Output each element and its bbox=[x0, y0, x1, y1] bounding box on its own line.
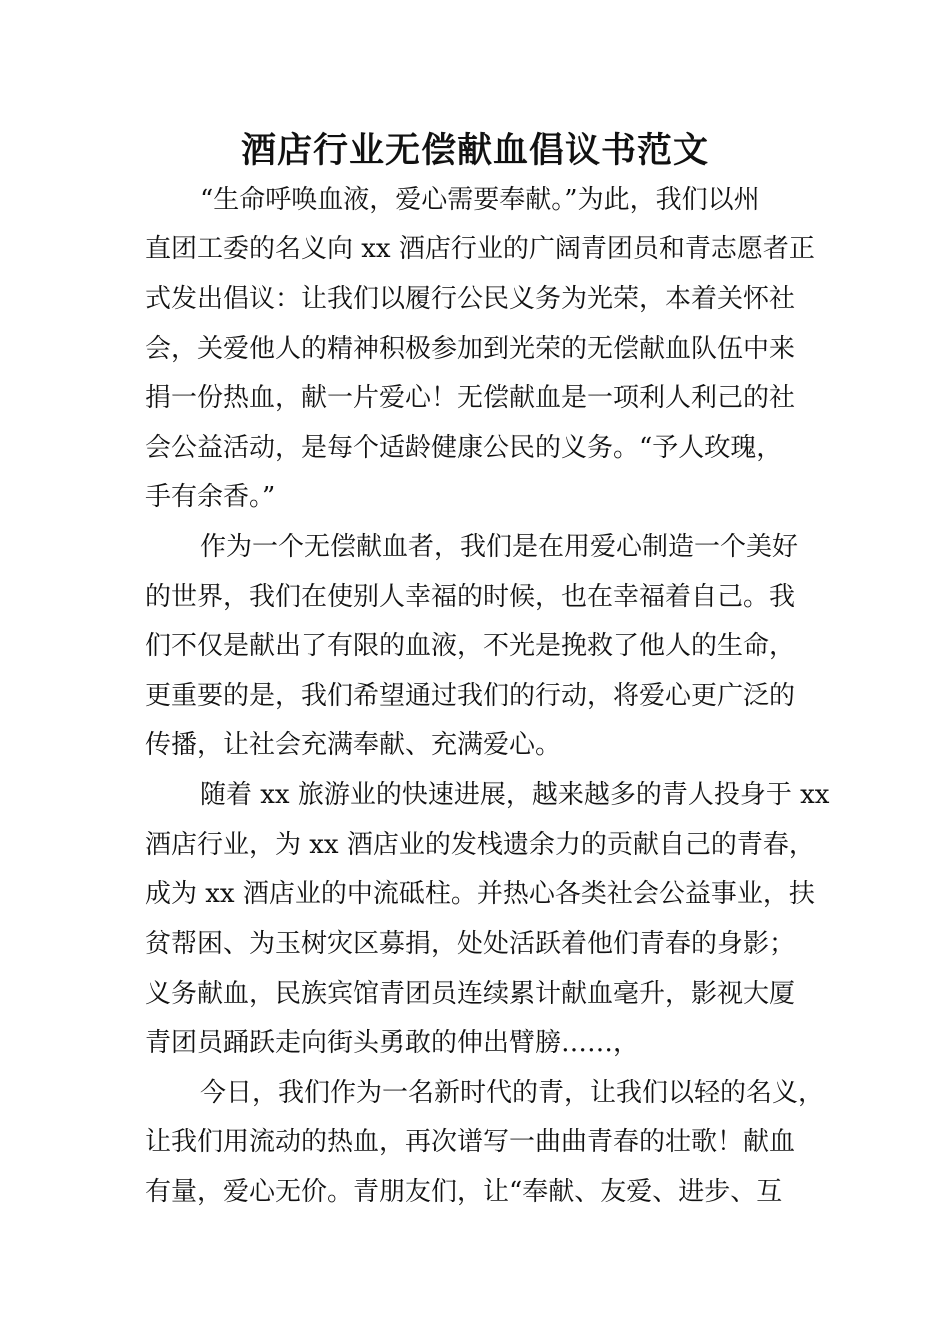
paragraph-line: 作为一个无偿献血者，我们是在用爱心制造一个美好 bbox=[200, 532, 799, 562]
paragraph-line: 义务献血，民族宾馆青团员连续累计献血毫升，影视大厦 bbox=[145, 979, 796, 1009]
paragraph-line: 青团员踊跃走向街头勇敢的伸出臂膀……， bbox=[145, 1028, 640, 1058]
paragraph-line: 捐一份热血，献一片爱心！无偿献血是一项利人利己的社 bbox=[145, 383, 796, 413]
paragraph-line: 更重要的是，我们希望通过我们的行动，将爱心更广泛的 bbox=[145, 681, 796, 711]
paragraph-line: 有量，爱心无价。青朋友们，让“奉献、友爱、进步、互 bbox=[145, 1177, 783, 1207]
paragraph-line: “生命呼唤血液，爱心需要奉献。”为此，我们以州 bbox=[200, 185, 760, 215]
paragraph-line: 贫帮困、为玉树灾区募捐，处处活跃着他们青春的身影； bbox=[145, 929, 796, 959]
paragraph-line: 今日，我们作为一名新时代的青，让我们以轻的名义， bbox=[200, 1078, 825, 1108]
paragraph-line: 会公益活动，是每个适龄健康公民的义务。“予人玫瑰， bbox=[145, 433, 783, 463]
paragraph-line: 式发出倡议：让我们以履行公民义务为光荣，本着关怀社 bbox=[145, 284, 796, 314]
paragraph-line: 传播，让社会充满奉献、充满爱心。 bbox=[145, 730, 562, 760]
paragraph-line: 直团工委的名义向 xx 酒店行业的广阔青团员和青志愿者正 bbox=[145, 234, 815, 264]
paragraph-line: 的世界，我们在使别人幸福的时候，也在幸福着自己。我 bbox=[145, 582, 796, 612]
paragraph-line: 随着 xx 旅游业的快速进展，越来越多的青人投身于 xx bbox=[200, 780, 830, 810]
paragraph-line: 成为 xx 酒店业的中流砥柱。并热心各类社会公益事业，扶 bbox=[145, 879, 815, 909]
paragraph-line: 们不仅是献出了有限的血液，不光是挽救了他人的生命， bbox=[145, 631, 796, 661]
paragraph-line: 手有余香。” bbox=[145, 482, 276, 512]
document-title: 酒店行业无偿献血倡议书范文 bbox=[240, 131, 709, 171]
paragraph-line: 酒店行业，为 xx 酒店业的发栈遗余力的贡献自己的青春， bbox=[145, 830, 815, 860]
paragraph-line: 让我们用流动的热血，再次谱写一曲曲青春的壮歌！献血 bbox=[145, 1127, 796, 1157]
paragraph-line: 会，关爱他人的精神积极参加到光荣的无偿献血队伍中来 bbox=[145, 334, 796, 364]
